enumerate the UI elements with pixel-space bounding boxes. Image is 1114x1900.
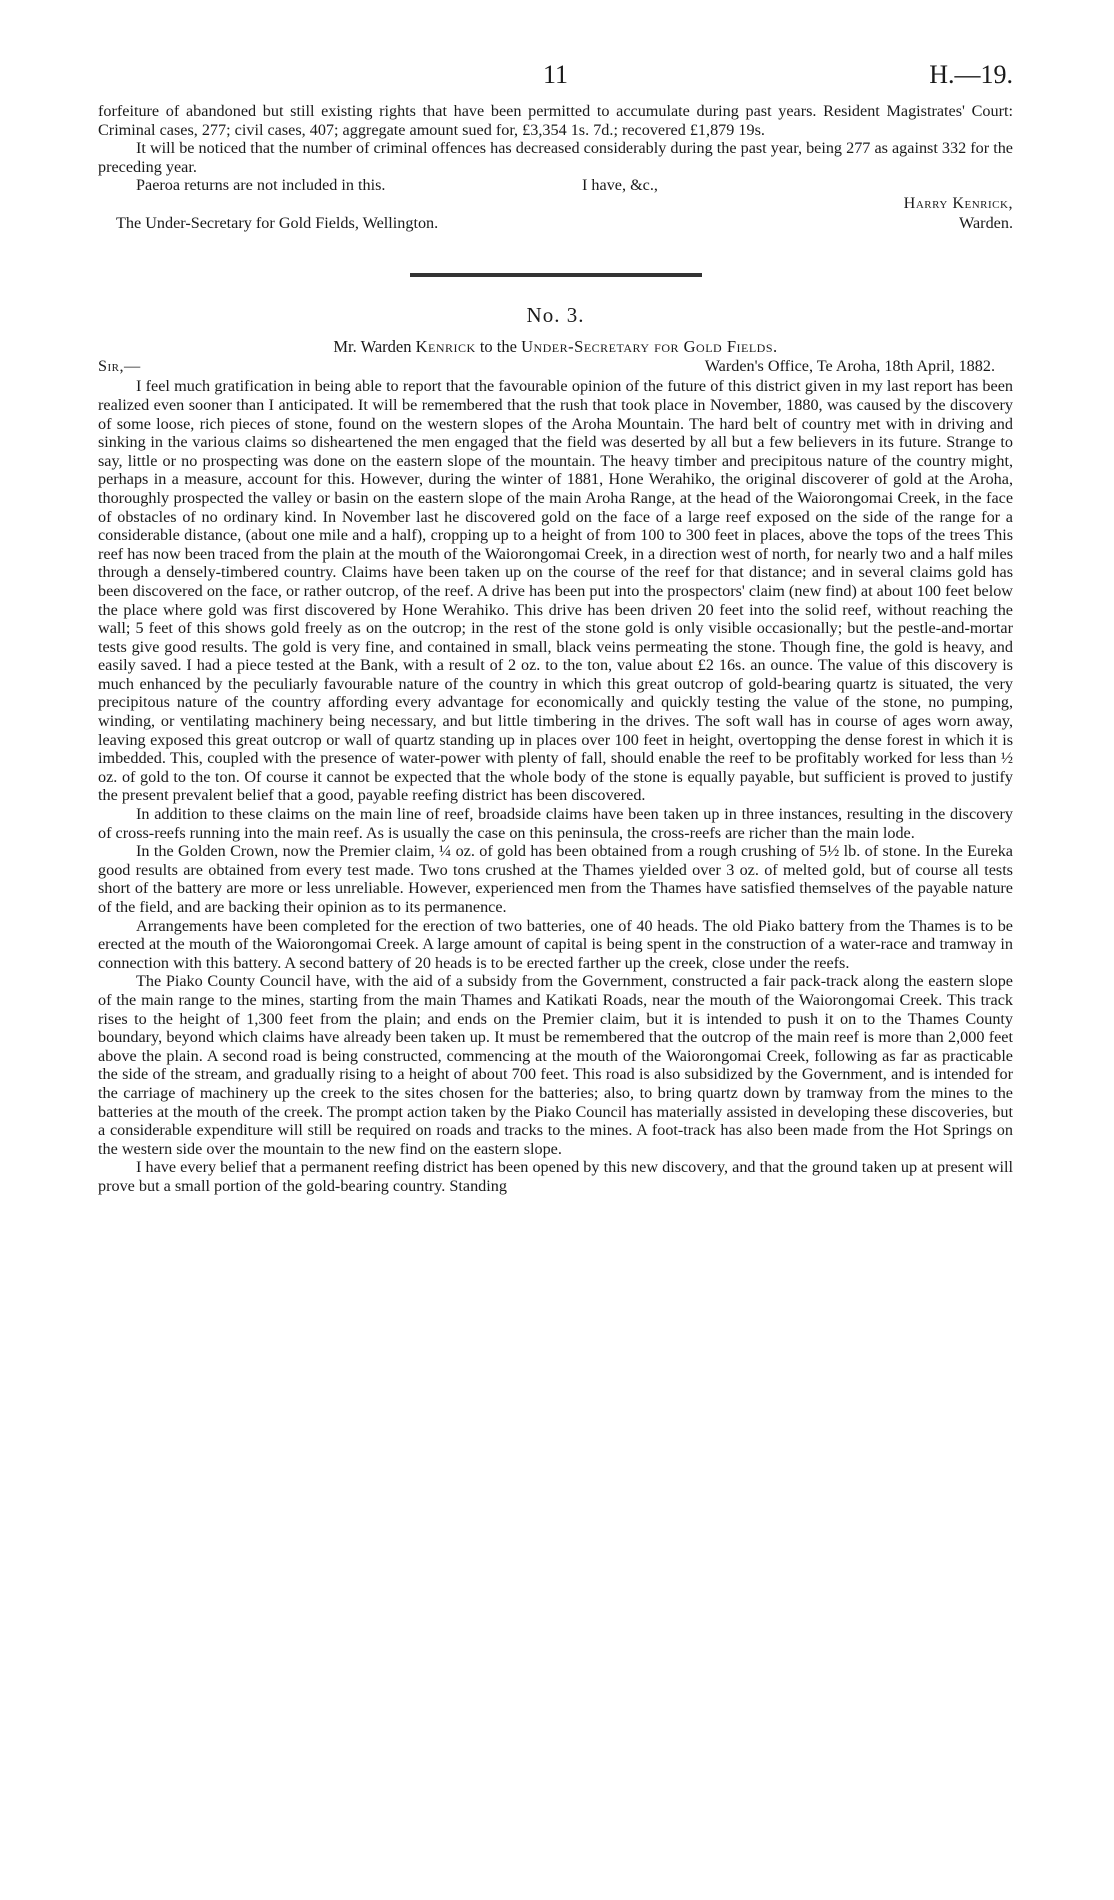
signatory-title: Warden.: [959, 214, 1013, 233]
letter-number-heading: No. 3.: [526, 303, 585, 328]
addressee: The Under-Secretary for Gold Fields, Wellington.: [116, 214, 439, 233]
page-number: 11: [543, 60, 569, 89]
document-page: [98, 60, 1013, 1196]
letter-subheading: [98, 337, 1013, 357]
document-reference: H.—19.: [929, 60, 1013, 89]
section-divider: [410, 273, 702, 277]
subheading-prefix: Mr. Warden: [333, 337, 412, 357]
letter-paragraph-piako-council: The Piako County Council have, with the aid of a subsidy from the Government, constructed a fair pack-track along the eastern slope of the main range to the mines, starting from the main Thames and Katikati Roads, near the mouth of the Waiorongomai Creek. This track rises to the height of 1,300 feet from the plain; and ends on the Premier claim, but it is intended to push it on to the Thames County boundary, beyond which claims have already been taken up. It must be remembered that the outcrop of the main reef is more than 2,000 feet above the plain. A second road is being constructed, commencing at the mouth of the Waiorongomai Creek, following as far as practicable the side of the stream, and gradually rising to a height of about 700 feet. This road is also subsidized by the Government, and is intended for the carriage of machinery up the creek to the sites chosen for the batteries; also, to bring quartz down by tramway from the mines to the batteries at the mouth of the creek. The prompt action taken by the Piako Council has materially assisted in developing these discoveries, but a considerable expenditure will still be required on roads and tracks to the mines. A foot-track has also been made from the Hot Springs on the western side over the mountain to the new find on the eastern slope.: [98, 972, 1013, 1158]
letter-paragraph-conclusion: I have every belief that a permanent reefing district has been opened by this new discovery, and that the ground taken up at present will prove but a small portion of the gold-bearing country. Standing: [98, 1158, 1013, 1195]
subheading-sender: Kenrick: [415, 337, 476, 357]
running-head: [98, 60, 1013, 94]
signatory-name: Harry Kenrick,: [903, 194, 1013, 213]
continued-paragraph: forfeiture of abandoned but still existing rights that have been permitted to accumulate during past years. Resident Magistrates' Court: Criminal cases, 277; civil cases, 407; aggregate amount sued for, £3,354 1s. 7d.; recovered £1,879 19s.: [98, 102, 1013, 139]
letter-paragraph-broadside-claims: In addition to these claims on the main line of reef, broadside claims have been taken up in three instances, resulting in the discovery of cross-reefs running into the main reef. As is usually the case on this peninsula, the cross-reefs are richer than the main lode.: [98, 805, 1013, 842]
letter-paragraph-golden-crown: In the Golden Crown, now the Premier claim, ¼ oz. of gold has been obtained from a rough crushing of 5½ lb. of stone. In the Eureka good results are obtained from every test made. Two tons crushed at the Thames yielded over 3 oz. of melted gold, but of course all tests short of the battery are more or less unreliable. However, experienced men from the Thames have satisfied themselves of the payable nature of the field, and are backing their opinion as to its permanence.: [98, 842, 1013, 916]
paragraph-criminal-offences: It will be noticed that the number of criminal offences has decreased considerably during the past year, being 277 as against 332 for the preceding year.: [98, 139, 1013, 176]
subheading-connector: to the: [479, 337, 517, 357]
dateline: Warden's Office, Te Aroha, 18th April, 1882.: [704, 357, 995, 376]
report-closing: [98, 176, 1013, 251]
salutation: Sir,—: [98, 357, 141, 376]
letter-paragraph-batteries: Arrangements have been completed for the erection of two batteries, one of 40 heads. The old Piako battery from the Thames is to be erected at the mouth of the Waiorongomai Creek. A large amount of capital is being spent in the construction of a water-race and tramway in connection with this battery. A second battery of 20 heads is to be erected farther up the creek, close under the reefs.: [98, 916, 1013, 972]
salutation-line: [98, 357, 1013, 377]
subheading-recipient: Under-Secretary for Gold Fields.: [521, 337, 778, 357]
letter-paragraph-discovery: I feel much gratification in being able to report that the favourable opinion of the future of this district given in my last report has been realized even sooner than I anticipated. It will be remembered that the rush that took place in November, 1880, was caused by the discovery of some loose, rich pieces of stone, found on the western slopes of the Aroha Mountain. The hard belt of country met with in driving and sinking in the various claims so disheartened the men engaged that the field was deserted by all but a few believers in its future. Strange to say, little or no prospecting was done on the eastern slope of the mountain. The heavy timber and precipitous nature of the country might, perhaps in a measure, account for this. However, during the winter of 1881, Hone Werahiko, the original discoverer of gold at the Aroha, thoroughly prospected the valley or basin on the eastern slope of the main Aroha Range, at the head of the Waiorongomai Creek, in the face of obstacles of no ordinary kind. In November last he discovered gold on the face of a large reef exposed on the side of the range for a considerable distance, (about one mile and a half), cropping up to a height of from 100 to 300 feet in places, above the tops of the trees This reef has now been traced from the plain at the mouth of the Waiorongomai Creek, in a direction west of north, for nearly two and a half miles through a densely-timbered country. Claims have been taken up on the course of the reef for that distance; and in several claims gold has been discovered on the face, or rather outcrop, of the reef. A drive has been put into the prospectors' claim (new find) at about 100 feet below the place where gold was first discovered by Hone Werahiko. This drive has been driven 20 feet into the solid reef, without reaching the wall; 5 feet of this shows gold freely as on the outcrop; in the rest of the stone gold is only visible occasionally; but the pestle-and-mortar tests give good results. The gold is very fine, and contained in small, black veins permeating the stone. Though fine, the gold is heavy, and easily saved. I had a piece tested at the Bank, with a result of 2 oz. to the ton, value about £2 16s. an ounce. The value of this discovery is much enhanced by the peculiarly favourable nature of the country in which this great outcrop of gold-bearing quartz is situated, the very precipitous nature of the country affording every advantage for economically and quickly testing the value of the stone, no pumping, winding, or ventilating machinery being necessary, and but little timbering in the drives. The soft wall has in course of ages worn away, leaving exposed this great outcrop or wall of quartz standing up in places over 100 feet in height, overtopping the dense forest in which it is imbedded. This, coupled with the presence of water-power with plenty of fall, should enable the reef to be profitably worked for less than ½ oz. of gold to the ton. Of course it cannot be expected that the whole body of the stone is equally payable, but sufficient is proved to justify the present prevalent belief that a good, payable reefing district has been discovered.: [98, 377, 1013, 805]
closing-i-have: I have, &c.,: [582, 176, 658, 195]
paeroa-note: Paeroa returns are not included in this.: [136, 176, 386, 195]
